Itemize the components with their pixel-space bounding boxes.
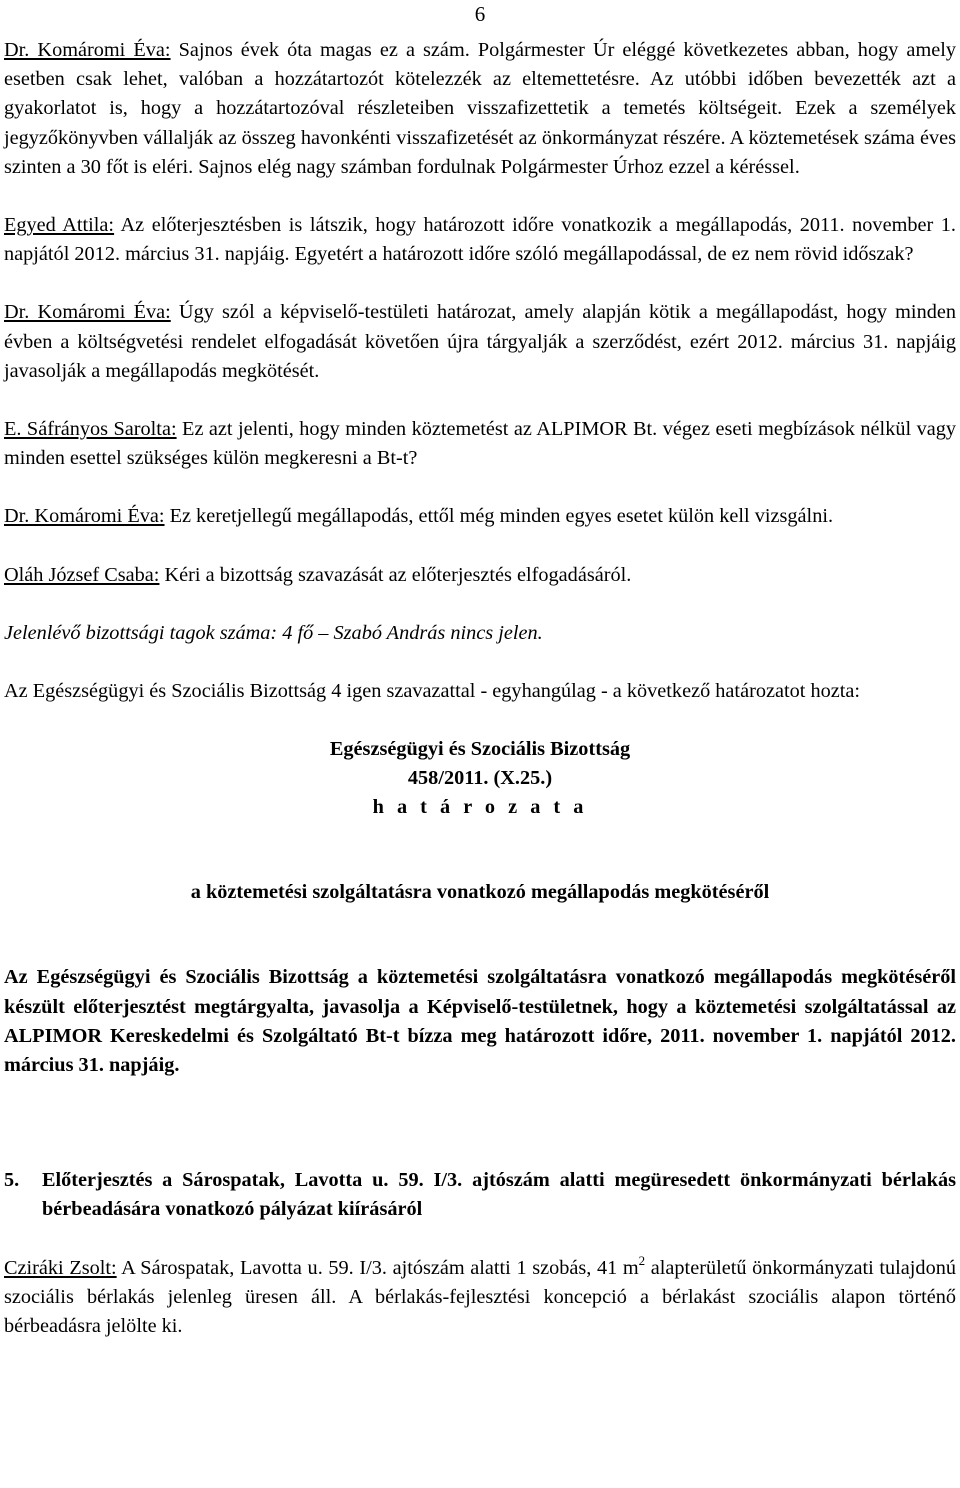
resolution-label: h a t á r o z a t a bbox=[372, 796, 588, 819]
superscript: 2 bbox=[638, 1252, 646, 1268]
paragraph-text: Kéri a bizottság szavazását az előterjesztés elfogadásáról. bbox=[159, 563, 632, 586]
vote-statement: Az Egészségügyi és Szociális Bizottság 4 igen szavazattal - egyhangúlag - a következő határozatot hozta: bbox=[4, 680, 861, 703]
resolution-header bbox=[4, 735, 956, 822]
agenda-item bbox=[4, 1166, 956, 1224]
speaker-name: Dr. Komáromi Éva: bbox=[4, 39, 171, 61]
paragraph-text: Úgy szól a képviselő-testületi határozat, amely alapján kötik a megállapodást, hogy minden évben a költségvetési rendelet elfogadását követően újra tárgyalják a szerződést, ezért 2012. március 31. napjáig javasolják a megállapodás megkötését. bbox=[4, 301, 956, 382]
paragraph-text: Az előterjesztésben is látszik, hogy határozott időre vonatkozik a megállapodás, 2011. november 1. napjától 2012. március 31. napjáig. Egyetért a határozott időre szóló megállapodással, de ez nem rövid időszak? bbox=[4, 214, 956, 266]
paragraph-text: Ez azt jelenti, hogy minden köztemetést az ALPIMOR Bt. végez eseti megbízások nélkül vagy minden esettel szükséges külön megkeresni a Bt-t? bbox=[4, 418, 957, 470]
minutes-paragraph bbox=[4, 36, 956, 182]
minutes-paragraph bbox=[4, 502, 956, 531]
committee-name: Egészségügyi és Szociális Bizottság bbox=[329, 738, 631, 761]
minutes-paragraph bbox=[4, 298, 956, 386]
agenda-number: 5. bbox=[4, 1169, 20, 1192]
resolution-body: Az Egészségügyi és Szociális Bizottság a köztemetési szolgáltatásra vonatkozó megállapodás megkötéséről készült előterjesztést megtárgyalta, javasolja a Képviselő-testületnek, hogy a köztemetési szolgáltatással az ALPIMOR Kereskedelmi és Szolgáltató Bt-t bízza meg határozott időre, 2011. november 1. napjától 2012. március 31. napjáig. bbox=[4, 966, 956, 1077]
attendance-note: Jelenlévő bizottsági tagok száma: 4 fő – Szabó András nincs jelen. bbox=[4, 621, 543, 644]
page-number: 6 bbox=[474, 2, 486, 26]
paragraph-text: Sajnos évek óta magas ez a szám. Polgármester Úr eléggé következetes abban, hogy amely esetben csak lehet, valóban a hozzátartozót kötelezzék az eltemettetésre. Az utóbbi időben bevezették azt a gyakorlatot is, hogy a hozzátartozóval részleteiben visszafizettetik a temetés költségeit. Ezek a személyek jegyzőkönyvben vállalják az összeg havonkénti visszafizetését az önkormányzat részére. A köztemetések száma éves szinten a 30 főt is eléri. Sajnos elég nagy számban fordulnak Polgármester Úrhoz ezzel a kéréssel. bbox=[4, 39, 956, 178]
minutes-paragraph bbox=[4, 415, 956, 473]
speaker-name: E. Sáfrányos Sarolta: bbox=[4, 418, 177, 441]
minutes-paragraph bbox=[4, 1254, 956, 1342]
speaker-name: Cziráki Zsolt: bbox=[4, 1256, 117, 1279]
speaker-name: Dr. Komáromi Éva: bbox=[4, 505, 165, 528]
paragraph-text: Ez keretjellegű megállapodás, ettől még minden egyes esetet külön kell vizsgálni. bbox=[164, 505, 834, 528]
paragraph-text: alapterületű önkormányzati tulajdonú szociális bérlakás jelenleg üresen áll. A bérlakás-fejlesztési koncepció a bérlakást szociális alapon történő bérbeadásra jelölte ki. bbox=[4, 1256, 956, 1338]
speaker-name: Egyed Attila: bbox=[4, 214, 115, 237]
minutes-paragraph bbox=[4, 561, 956, 590]
document-body bbox=[4, 36, 956, 1370]
speaker-name: Oláh József Csaba: bbox=[4, 563, 160, 586]
minutes-paragraph bbox=[4, 211, 956, 269]
speaker-name: Dr. Komáromi Éva: bbox=[4, 301, 171, 324]
resolution-number: 458/2011. (X.25.) bbox=[407, 767, 553, 790]
paragraph-text: A Sárospatak, Lavotta u. 59. I/3. ajtószám alatti 1 szobás, 41 m bbox=[116, 1256, 639, 1279]
agenda-title: Előterjesztés a Sárospatak, Lavotta u. 59. I/3. ajtószám alatti megüresedett önkormányzati bérlakás bérbeadására vonatkozó pályázat kiírásáról bbox=[42, 1169, 956, 1221]
resolution-subject: a köztemetési szolgáltatásra vonatkozó megállapodás megkötéséről bbox=[190, 881, 770, 904]
